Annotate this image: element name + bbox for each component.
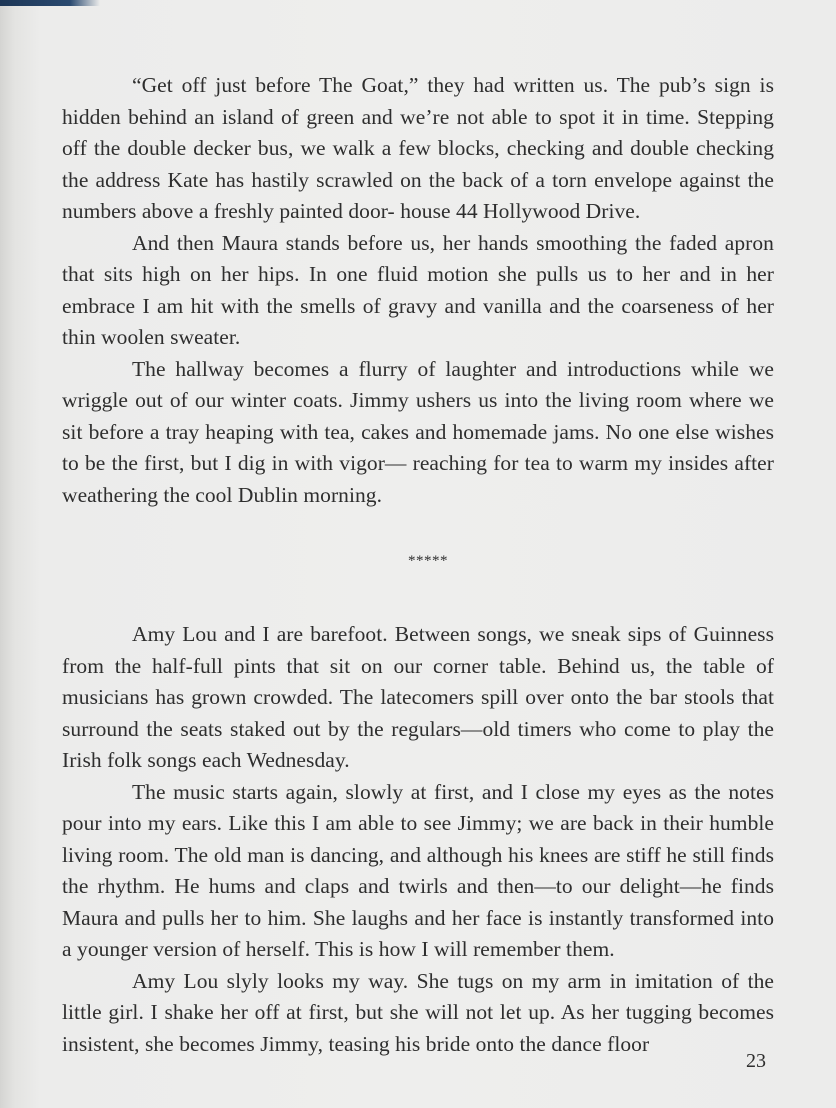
section-separator: *****: [408, 553, 448, 569]
body-text: [62, 70, 774, 1060]
paragraph-4: Amy Lou and I are barefoot. Between songs, we sneak sips of Guinness from the half-full pints that sit on our corner table. Behind us, the table of musicians has grown crowded. The latecomers spill over onto the bar stools that surround the seats staked out by the regulars—old timers who come to play the Irish folk songs each Wednesday.: [62, 622, 774, 772]
corner-mark: [0, 0, 100, 6]
paragraph-5: The music starts again, slowly at first, and I close my eyes as the notes pour into my ears. Like this I am able to see Jimmy; we are back in their humble living room. The old man is dancing, and although his knees are stiff he still finds the rhythm. He hums and claps and twirls and then—to our delight—he finds Maura and pulls her to him. She laughs and her face is instantly transformed into a younger version of herself. This is how I will remember them.: [62, 779, 774, 961]
paragraph-2: And then Maura stands before us, her hands smoothing the faded apron that sits high on her hips. In one fluid motion she pulls us to her and in her embrace I am hit with the smells of gravy and vanilla and the coarseness of her thin woolen sweater.: [62, 230, 774, 349]
page-number: 23: [746, 1050, 766, 1072]
paragraph-3: The hallway becomes a flurry of laughter and introductions while we wriggle out of our winter coats. Jimmy ushers us into the living room where we sit before a tray heaping with tea, cakes and homemade jams. No one else wishes to be the first, but I dig in with vigor— reaching for tea to warm my insides after weathering the cool Dublin morning.: [62, 356, 774, 507]
paragraph-6: Amy Lou slyly looks my way. She tugs on my arm in imitation of the little girl. I shake her off at first, but she will not let up. As her tugging becomes insistent, she becomes Jimmy, teasing his bride onto the dance floor: [62, 968, 774, 1056]
paragraph-1: “Get off just before The Goat,” they had written us. The pub’s sign is hidden behind an island of green and we’re not able to spot it in time. Stepping off the double decker bus, we walk a few blocks, checking and double checking the address Kate has hastily scrawled on the back of a torn envelope against the numbers above a freshly painted door- house 44 Hollywood Drive.: [62, 73, 774, 223]
